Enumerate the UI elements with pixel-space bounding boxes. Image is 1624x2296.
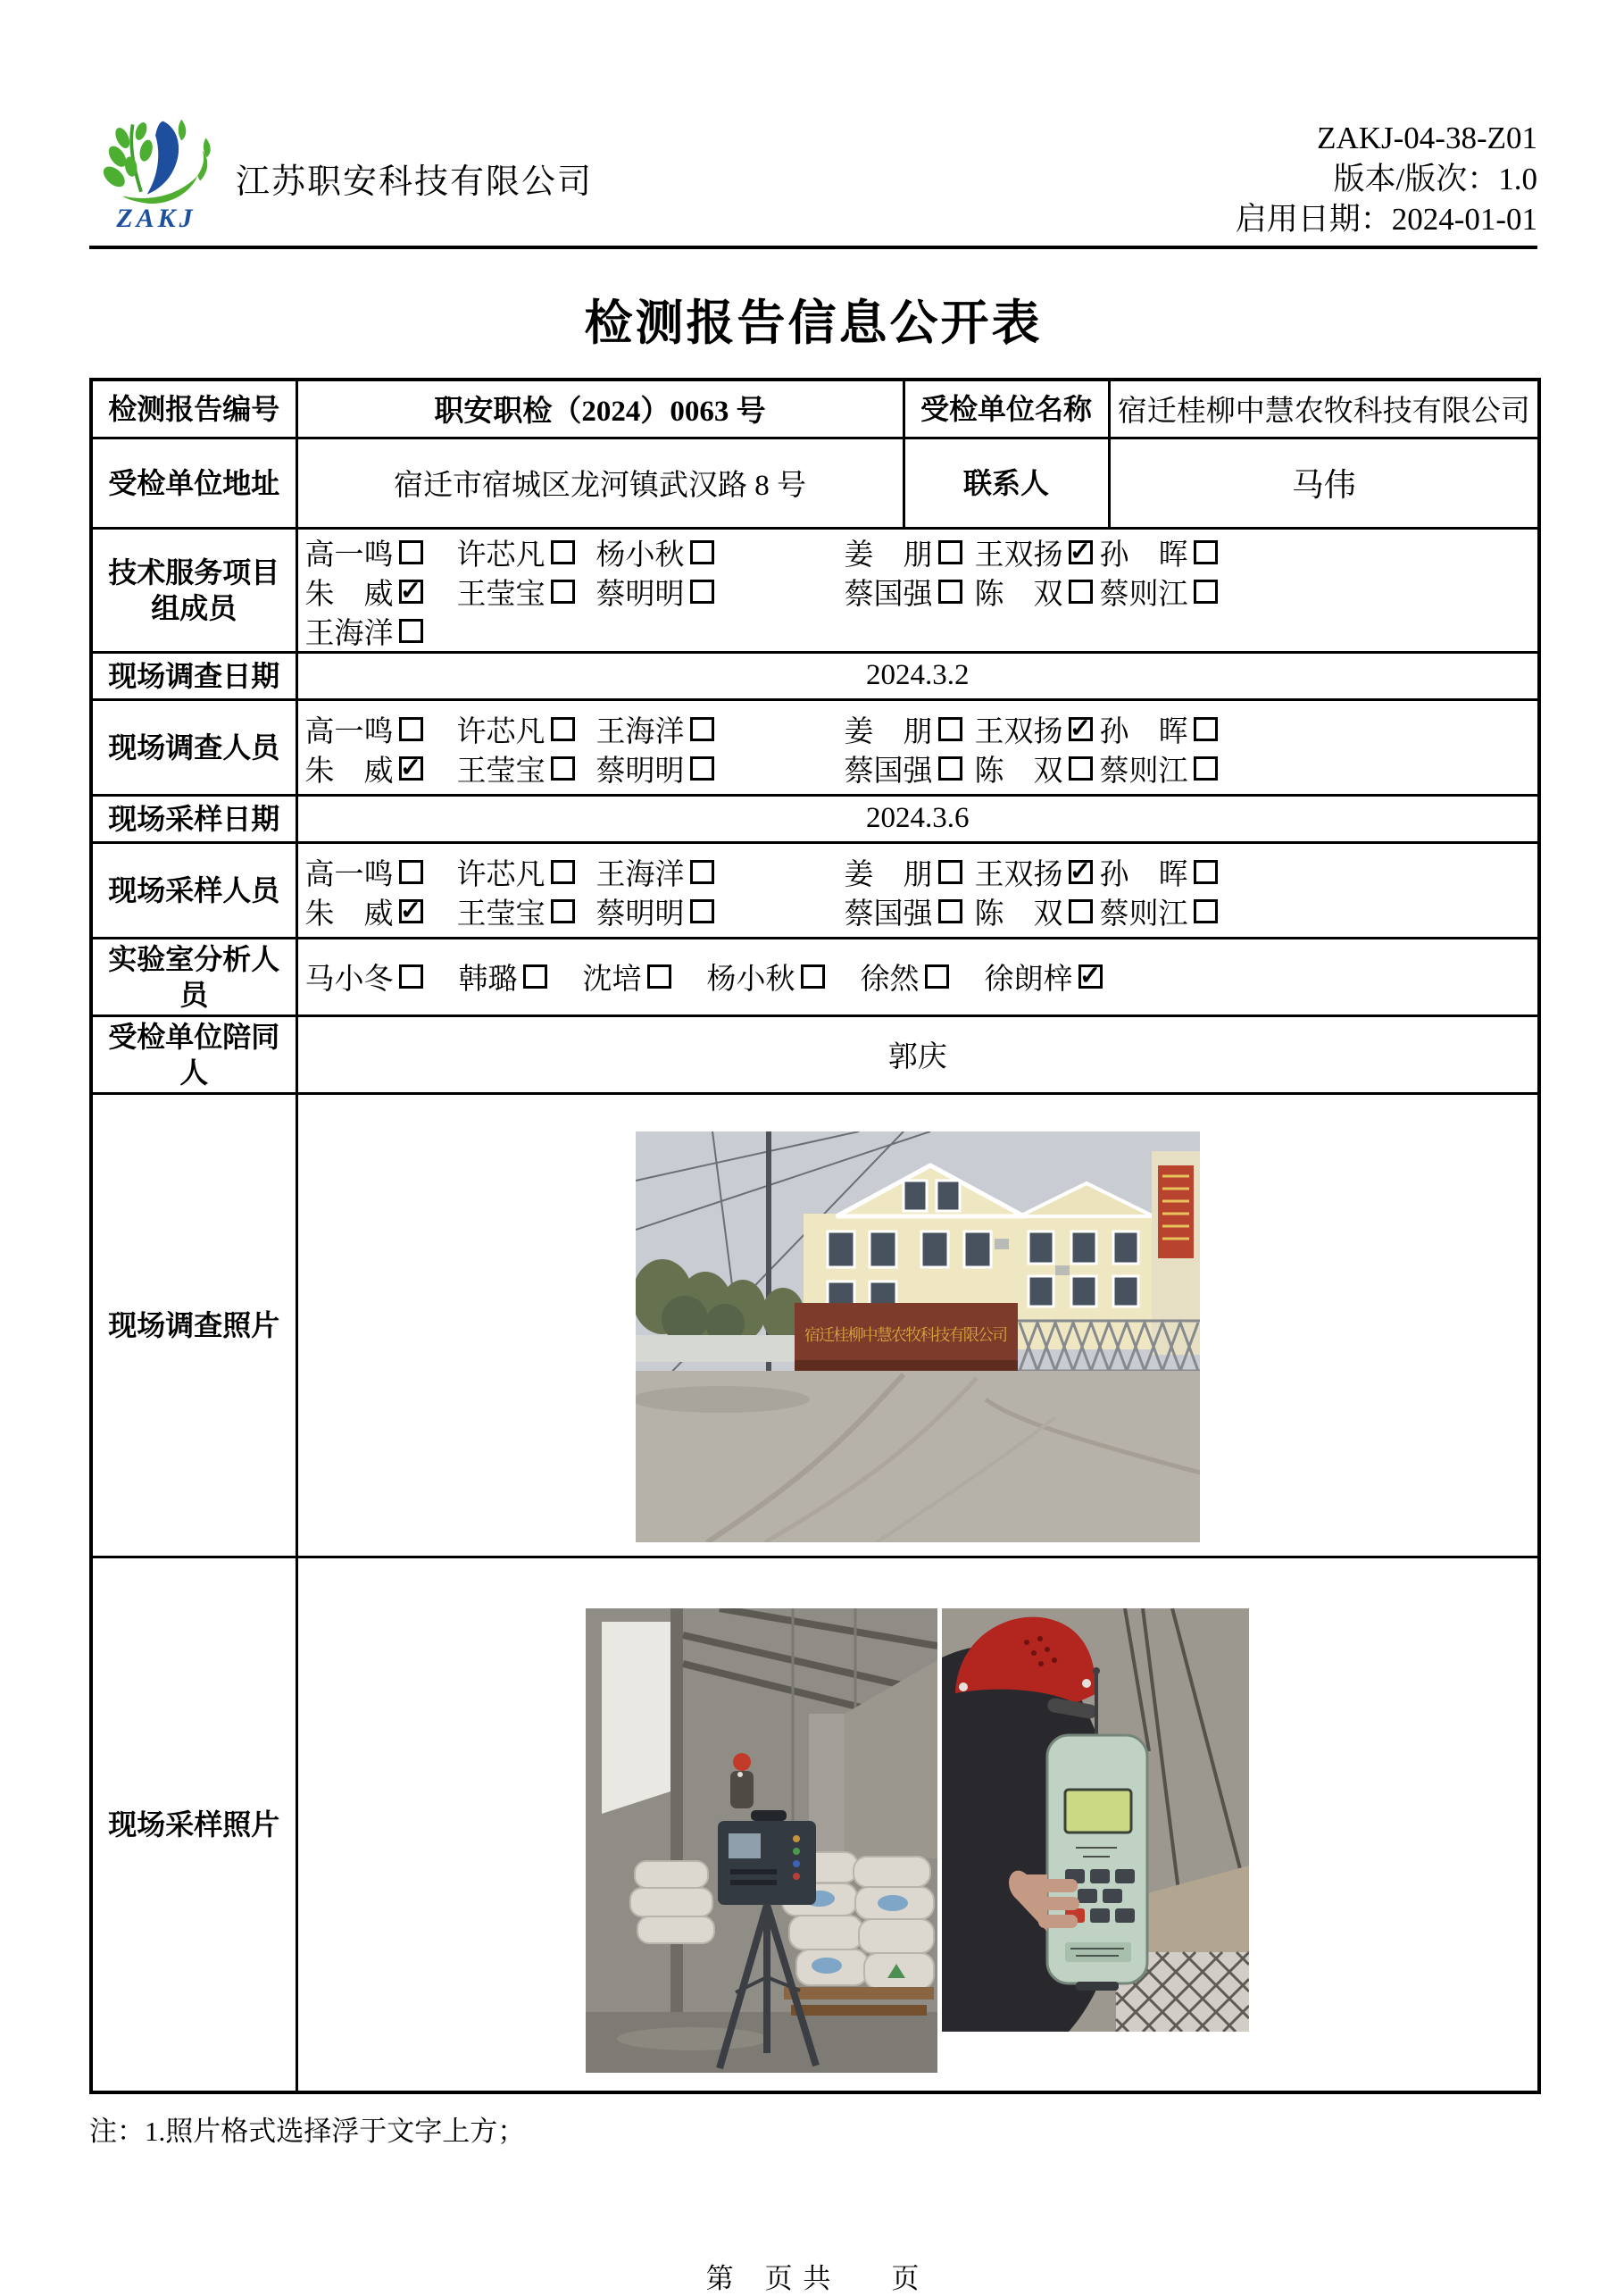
checkbox-checked-icon: ✓ [1079,962,1102,990]
checkbox-unchecked-icon [1194,860,1218,884]
unit-name-value: 宿迁桂柳中慧农牧科技有限公司 [1109,380,1539,438]
people-line [305,890,1531,930]
checkbox-checked-icon: ✓ [399,753,422,782]
person-name: 蔡国强 [844,898,933,931]
person-name: 朱 威 [304,755,394,788]
person-name: 高一鸣 [304,539,394,572]
checkbox-checked-icon: ✓ [1069,714,1092,743]
doc-code: ZAKJ-04-38-Z01 [1317,121,1537,155]
person-entry [975,890,1100,932]
checkbox-unchecked-icon [551,899,575,923]
person-name: 杨小秋 [595,539,685,572]
person-name: 蔡国强 [844,755,933,788]
report-no-value: 职安职检（2024）0063 号 [296,380,904,438]
person-entry [596,890,845,932]
person-name: 王莹宝 [456,578,545,611]
address-value: 宿迁市宿城区龙河镇武汉路 8 号 [296,438,904,528]
person-entry [457,890,596,932]
checkbox-unchecked-icon [1069,580,1093,604]
person-name: 陈 双 [974,898,1063,931]
person-entry [1100,708,1531,750]
checkbox-unchecked-icon [551,717,575,741]
company-name: 江苏职安科技有限公司 [236,163,594,201]
table-row [91,842,1539,938]
checkbox-unchecked-icon [399,860,423,884]
companion-value: 郭庆 [296,1015,1539,1093]
company-logo-icon [97,114,215,205]
checkbox-unchecked-icon [938,756,962,781]
checkbox-checked-icon: ✓ [1069,537,1092,566]
checkbox-unchecked-icon [1194,899,1218,923]
person-name: 徐然 [860,964,920,996]
person-name: 王双扬 [974,539,1063,572]
page-title: 检测报告信息公开表 [584,296,1043,350]
people-line [305,531,1531,571]
person-name: 蔡明明 [595,578,685,611]
person-entry [457,571,596,613]
person-entry [975,571,1100,613]
report-no-label: 检测报告编号 [91,380,296,438]
person-entry [1100,890,1531,932]
person-name: 姜 朋 [844,858,933,891]
survey-date-label: 现场调查日期 [91,652,296,699]
checkbox-unchecked-icon [551,580,575,604]
person-name: 陈 双 [974,578,1063,611]
logo-text: ZAKJ [116,204,196,233]
person-entry [596,747,845,789]
disclosure-form-table [89,378,1541,2094]
person-name: 沈培 [582,964,642,996]
gate-sign-text: 宿迁桂柳中慧农牧科技有限公司 [804,1325,1008,1344]
checkbox-unchecked-icon [1194,717,1218,741]
person-entry [975,531,1100,573]
person-name: 许芯凡 [456,715,545,748]
checkbox-unchecked-icon [938,717,962,741]
person-name: 蔡明明 [595,898,685,931]
person-name: 蔡明明 [595,755,685,788]
survey-staff-label: 现场调查人员 [91,699,296,795]
footnote: 注：1.照片格式选择浮于文字上方； [89,2115,526,2147]
person-entry [845,890,975,932]
unit-name-label: 受检单位名称 [904,380,1109,438]
sampling-photo-sound-level-meter [942,1608,1249,2032]
checkbox-unchecked-icon [1194,756,1218,781]
table-row [91,1557,1539,2092]
sampling-date-value: 2024.3.6 [296,795,1539,842]
checkbox-unchecked-icon [1194,540,1218,564]
person-entry [1100,571,1531,613]
table-row [91,528,1539,652]
person-name: 王海洋 [595,858,685,891]
lab-staff-label: 实验室分析人员 [91,938,296,1015]
person-entry [596,851,845,893]
checkbox-unchecked-icon [1194,580,1218,604]
checkbox-unchecked-icon [1069,899,1093,923]
person-name: 王莹宝 [456,898,545,931]
checkbox-unchecked-icon [690,717,714,741]
person-entry [305,956,423,998]
checkbox-unchecked-icon [938,899,962,923]
checkbox-unchecked-icon [647,964,671,989]
checkbox-unchecked-icon [399,540,423,564]
checkbox-checked-icon: ✓ [399,896,422,925]
contact-label: 联系人 [904,438,1109,528]
person-entry [975,747,1100,789]
person-entry [1100,747,1531,789]
checkbox-unchecked-icon [938,580,962,604]
person-entry [1100,851,1531,893]
checkbox-unchecked-icon [938,860,962,884]
person-entry [305,851,457,893]
companion-label: 受检单位陪同人 [91,1015,296,1093]
person-name: 徐朗梓 [984,964,1073,996]
person-entry [845,708,975,750]
checkbox-unchecked-icon [690,540,714,564]
person-entry [305,890,457,932]
person-name: 姜 朋 [844,539,933,572]
survey-photo-label: 现场调查照片 [91,1093,296,1557]
person-name: 王双扬 [974,715,1063,748]
person-name: 高一鸣 [304,715,394,748]
table-row [91,699,1539,795]
person-name: 许芯凡 [456,539,545,572]
checkbox-unchecked-icon [551,756,575,781]
address-label: 受检单位地址 [91,438,296,528]
person-name: 许芯凡 [456,858,545,891]
person-entry [1100,531,1531,573]
table-row [91,380,1539,438]
person-name: 陈 双 [974,755,1063,788]
person-name: 蔡则江 [1099,755,1188,788]
person-name: 蔡国强 [844,578,933,611]
person-entry [596,571,845,613]
person-name: 王海洋 [304,617,394,650]
people-line [305,610,1531,649]
person-name: 王海洋 [595,715,685,748]
person-name: 韩璐 [458,964,518,996]
sampling-staff-members [296,842,1539,938]
checkbox-unchecked-icon [523,964,547,989]
checkbox-unchecked-icon [690,756,714,781]
person-entry [975,851,1100,893]
team-label: 技术服务项目组成员 [91,528,296,652]
person-entry [975,708,1100,750]
doc-version: 版本/版次：1.0 [1333,161,1537,196]
person-entry [845,747,975,789]
person-entry [457,851,596,893]
table-row [91,438,1539,528]
people-line [305,571,1531,610]
person-name: 蔡则江 [1099,898,1188,931]
checkbox-unchecked-icon [399,717,423,741]
person-entry [305,708,457,750]
page-number-footer: 第 页 共 页 [705,2262,921,2294]
survey-photo-cell [296,1093,1539,1557]
doc-effective-date: 启用日期：2024-01-01 [1235,202,1537,237]
checkbox-checked-icon: ✓ [399,576,422,605]
sampling-staff-label: 现场采样人员 [91,842,296,938]
letterhead [89,0,1537,249]
people-line [305,747,1531,787]
team-members [296,528,1539,652]
contact-value: 马伟 [1109,438,1539,528]
person-name: 王双扬 [974,858,1063,891]
person-entry [596,708,845,750]
person-name: 孙 晖 [1099,715,1188,748]
person-name: 马小冬 [304,964,394,996]
survey-date-value: 2024.3.2 [296,652,1539,699]
checkbox-unchecked-icon [938,540,962,564]
lab-staff-members [296,938,1539,1015]
person-name: 朱 威 [304,898,394,931]
person-entry [457,747,596,789]
person-name: 朱 威 [304,578,394,611]
people-line [305,851,1531,890]
person-entry [305,531,457,573]
sampling-photo-cell [296,1557,1539,2092]
checkbox-unchecked-icon [551,860,575,884]
person-entry [459,956,547,998]
person-name: 孙 晖 [1099,539,1188,572]
checkbox-unchecked-icon [690,899,714,923]
checkbox-unchecked-icon [399,619,423,643]
table-row [91,938,1539,1015]
person-name: 高一鸣 [304,858,394,891]
person-name: 王莹宝 [456,755,545,788]
checkbox-unchecked-icon [690,580,714,604]
person-entry [845,571,975,613]
people-line [305,957,1531,997]
person-entry [583,956,671,998]
table-row [91,1015,1539,1093]
table-row [91,1093,1539,1557]
person-entry [305,571,457,613]
checkbox-unchecked-icon [399,964,423,989]
survey-staff-members [296,699,1539,795]
checkbox-unchecked-icon [551,540,575,564]
person-name: 姜 朋 [844,715,933,748]
table-row [91,652,1539,699]
checkbox-unchecked-icon [690,860,714,884]
person-name: 杨小秋 [706,964,795,996]
sampling-photo-label: 现场采样照片 [91,1557,296,2092]
survey-photo-factory-gate [636,1131,1200,1542]
sampling-date-label: 现场采样日期 [91,795,296,842]
checkbox-unchecked-icon [1069,756,1093,781]
person-entry [457,708,596,750]
person-entry [305,747,457,789]
document-meta [1236,118,1537,240]
person-name: 孙 晖 [1099,858,1188,891]
sampling-photo-dust-sampler-tripod [586,1608,937,2073]
brand-block [89,114,593,234]
table-row [91,795,1539,842]
checkbox-unchecked-icon [801,964,825,989]
people-line [305,708,1531,747]
person-entry [985,956,1103,998]
checkbox-checked-icon: ✓ [1069,856,1092,886]
person-name: 蔡则江 [1099,578,1188,611]
person-entry [845,531,975,573]
checkbox-unchecked-icon [925,964,949,989]
person-entry [707,956,825,998]
person-entry [861,956,949,998]
person-entry [845,851,975,893]
person-entry [305,610,457,652]
person-entry [457,531,596,573]
person-entry [596,531,845,573]
